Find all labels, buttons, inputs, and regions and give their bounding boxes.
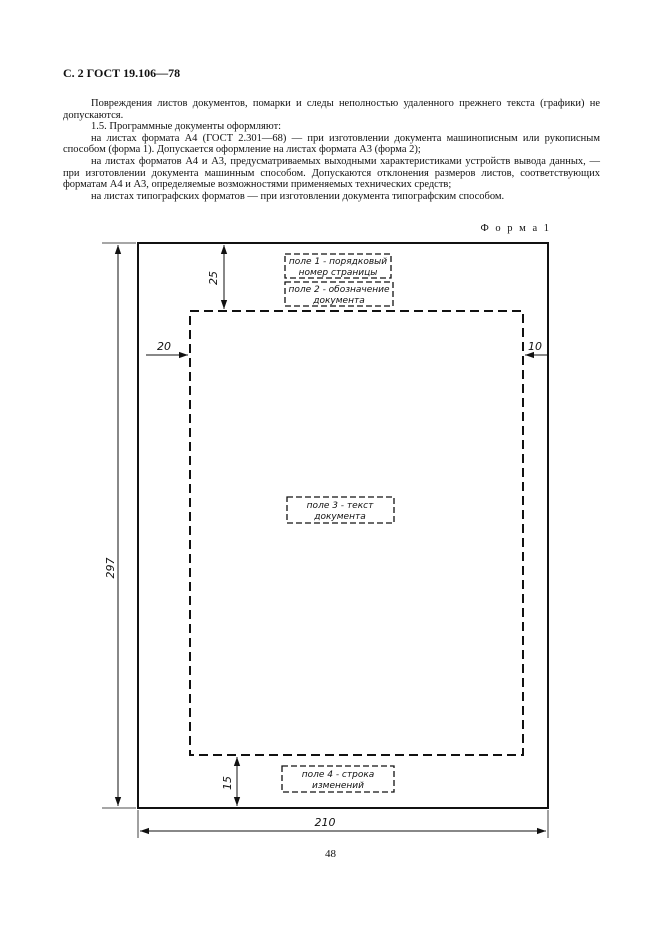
field-3-box	[287, 497, 394, 523]
field-4-line-1: поле 4 - строка	[301, 770, 375, 780]
sheet-outline	[138, 243, 548, 808]
paragraph-clause-1-5: 1.5. Программные документы оформляют:	[91, 121, 282, 133]
paragraph-typographic: на листах типографских форматов — при изготовлении документа типографским способом.	[91, 190, 505, 202]
field-2-box	[285, 282, 393, 306]
field-3-line-2: документа	[314, 512, 366, 522]
bottom-margin-dimension	[221, 757, 237, 806]
field-3-line-1: поле 3 - текст	[306, 501, 374, 511]
text-area-outline	[190, 311, 523, 755]
field-4-line-2: изменений	[312, 781, 364, 791]
field-4-box	[282, 766, 394, 792]
right-margin-dimension	[525, 340, 548, 355]
top-margin-dimension	[207, 245, 224, 309]
width-dimension-label: 210	[314, 816, 336, 829]
field-2-line-2: документа	[313, 296, 365, 306]
paragraph-a4: на листах формата А4 (ГОСТ 2.301—68) — при изготовлении документа машинописным или рукописным способом (форма 1). Допускается оформление на листах формата А3 (форма 2);	[63, 132, 600, 156]
height-dimension	[102, 243, 136, 808]
right-margin-label: 10	[528, 340, 542, 353]
top-margin-label: 25	[207, 271, 220, 285]
field-1-line-1: поле 1 - порядковый	[288, 257, 388, 267]
field-2-line-1: поле 2 - обозначение	[288, 285, 390, 295]
field-1-box	[285, 254, 391, 278]
field-1-line-2: номер страницы	[298, 268, 378, 278]
height-dimension-label: 297	[104, 557, 117, 579]
figure-label: Ф о р м а 1	[480, 223, 551, 234]
left-margin-label: 20	[157, 340, 171, 353]
paragraph-damage: Повреждения листов документов, помарки и следы неполностью удаленного прежнего текста (графики) не допускаются.	[63, 98, 600, 121]
page-number: 48	[325, 848, 336, 860]
width-dimension	[138, 810, 548, 838]
bottom-margin-label: 15	[221, 776, 234, 790]
paragraph-a4-a3: на листах форматов А4 и А3, предусматриваемых выходными характеристиками устройств вывода данных, — при изготовлении документа машинным способом. Допускаются отклонения размеров листов, соответствующих форматам А4 и А3, определяемые возможностями применяемых технических средств;	[63, 155, 600, 191]
left-margin-dimension	[146, 340, 188, 355]
page-header: С. 2 ГОСТ 19.106—78	[63, 66, 181, 80]
